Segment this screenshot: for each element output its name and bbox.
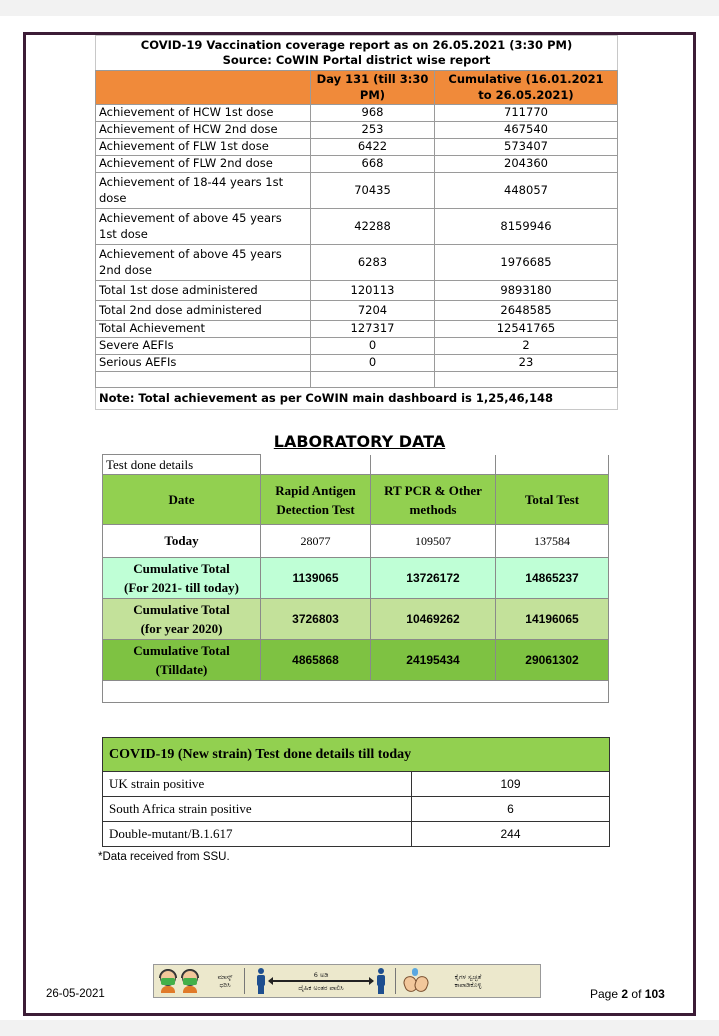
laboratory-caption-row <box>103 455 609 475</box>
empty-cell <box>496 455 609 475</box>
page-of: of <box>631 987 642 1001</box>
mask-text-line2: ಧರಿಸಿ <box>219 981 231 989</box>
page-total: 103 <box>644 987 665 1001</box>
hand-text-line1: ಕೈಗಳ ಸ್ವಚ್ಛತೆ <box>454 973 482 981</box>
double-arrow-icon <box>269 980 373 982</box>
row-day: 127317 <box>311 320 435 337</box>
row-day: 42288 <box>311 208 435 244</box>
row-cumulative: 711770 <box>435 104 618 121</box>
vaccination-source: Source: CoWIN Portal district wise report <box>96 53 618 70</box>
vaccination-note: Note: Total achievement as per CoWIN main dashboard is 1,25,46,148 <box>96 387 618 409</box>
hand-wash-icon <box>400 968 434 994</box>
table-row <box>96 244 618 280</box>
row-label <box>103 558 261 599</box>
strain-label: Double-mutant/B.1.617 <box>103 822 412 847</box>
row-cumulative: 8159946 <box>435 208 618 244</box>
row-label: Achievement of FLW 2nd dose <box>96 155 311 172</box>
row-rtpcr: 13726172 <box>371 558 496 599</box>
header-rapid <box>261 475 371 525</box>
strain-label: UK strain positive <box>103 772 412 797</box>
table-row <box>96 172 618 208</box>
header-date: Date <box>103 475 261 525</box>
laboratory-caption: Test done details <box>103 455 261 475</box>
vaccination-header-cumulative <box>435 70 618 104</box>
row-day: 668 <box>311 155 435 172</box>
row-day: 70435 <box>311 172 435 208</box>
row-rtpcr: 109507 <box>371 525 496 558</box>
vaccination-header-row <box>96 70 618 104</box>
row-label <box>96 208 311 244</box>
page-current: 2 <box>621 987 629 1001</box>
row-cumulative: 23 <box>435 354 618 371</box>
header-cum-line1: Cumulative (16.01.2021 <box>448 72 604 86</box>
row-rapid: 3726803 <box>261 599 371 640</box>
row-label: Total Achievement <box>96 320 311 337</box>
empty-row <box>96 371 618 387</box>
row-label-line1: Cumulative Total <box>133 602 230 617</box>
table-row <box>103 599 609 640</box>
row-label-line1: Achievement of 18-44 years 1st <box>99 175 284 189</box>
vaccination-header-blank <box>96 70 311 104</box>
table-row <box>96 138 618 155</box>
distance-arrow <box>265 971 377 992</box>
row-day: 6422 <box>311 138 435 155</box>
row-label: Achievement of HCW 1st dose <box>96 104 311 121</box>
row-day: 0 <box>311 337 435 354</box>
person-icon <box>377 968 385 994</box>
strain-value: 244 <box>412 822 610 847</box>
row-cumulative: 2 <box>435 337 618 354</box>
row-total: 14196065 <box>496 599 609 640</box>
laboratory-title: LABORATORY DATA <box>273 432 446 451</box>
empty-cell <box>261 455 371 475</box>
row-cumulative: 573407 <box>435 138 618 155</box>
table-row <box>96 337 618 354</box>
row-label: Achievement of FLW 1st dose <box>96 138 311 155</box>
row-cumulative: 448057 <box>435 172 618 208</box>
row-cumulative: 12541765 <box>435 320 618 337</box>
header-rtpcr-line1: RT PCR & Other <box>384 482 482 498</box>
vaccination-table <box>95 35 618 410</box>
mask-text <box>210 973 240 989</box>
table-row <box>103 525 609 558</box>
strain-title: COVID-19 (New strain) Test done details till today <box>103 738 610 772</box>
empty-row <box>103 681 609 703</box>
row-label-line2: (Tilldate) <box>155 662 208 677</box>
header-cum-line2: to 26.05.2021) <box>478 88 574 102</box>
header-rapid-line2: Detection Test <box>276 501 355 517</box>
header-rapid-line1: Rapid Antigen <box>275 482 356 498</box>
row-label-line1: Achievement of above 45 years <box>99 211 282 225</box>
row-label-line2: (for year 2020) <box>140 621 223 636</box>
hand-text <box>442 973 494 989</box>
vaccination-note-row <box>96 387 618 409</box>
row-day: 253 <box>311 121 435 138</box>
row-total: 14865237 <box>496 558 609 599</box>
covid-appropriate-behaviour-banner <box>153 964 541 998</box>
row-label: Achievement of HCW 2nd dose <box>96 121 311 138</box>
row-label-line1: Cumulative Total <box>133 561 230 576</box>
strain-table <box>102 737 610 847</box>
header-total: Total Test <box>496 475 609 525</box>
table-row <box>103 822 610 847</box>
row-rapid: 28077 <box>261 525 371 558</box>
row-label-line2: 1st dose <box>99 227 148 241</box>
row-label <box>96 172 311 208</box>
mask-section <box>154 965 244 997</box>
header-day-line2: PM) <box>359 88 386 102</box>
row-day: 120113 <box>311 280 435 300</box>
hand-text-line2: ಕಾಪಾಡಿಕೊಳ್ಳಿ <box>454 981 482 989</box>
viewer-bottom-bar <box>0 1020 719 1036</box>
header-rtpcr-line2: methods <box>409 501 457 517</box>
empty-cell <box>311 371 435 387</box>
row-label: Total 1st dose administered <box>96 280 311 300</box>
page-number <box>590 987 665 1001</box>
row-label-line2: 2nd dose <box>99 263 152 277</box>
hand-hygiene-section <box>396 965 498 997</box>
strain-value: 109 <box>412 772 610 797</box>
viewer-top-bar <box>0 0 719 16</box>
row-label-line1: Cumulative Total <box>133 643 230 658</box>
table-row <box>96 354 618 371</box>
row-rapid: 4865868 <box>261 640 371 681</box>
row-rtpcr: 10469262 <box>371 599 496 640</box>
masked-person-icon <box>180 969 200 993</box>
person-icon <box>257 968 265 994</box>
row-label <box>103 599 261 640</box>
row-cumulative: 467540 <box>435 121 618 138</box>
masked-person-icon <box>158 969 178 993</box>
laboratory-header-row <box>103 475 609 525</box>
row-total: 29061302 <box>496 640 609 681</box>
vaccination-title: COVID-19 Vaccination coverage report as on 26.05.2021 (3:30 PM) <box>96 36 618 54</box>
row-rtpcr: 24195434 <box>371 640 496 681</box>
header-rtpcr <box>371 475 496 525</box>
footnote: *Data received from SSU. <box>98 851 230 863</box>
vaccination-header-day <box>311 70 435 104</box>
row-day: 0 <box>311 354 435 371</box>
distance-bottom-text: ದೈಹಿಕ ಅಂತರ ಪಾಲಿಸಿ <box>298 983 344 992</box>
row-label-line1: Achievement of above 45 years <box>99 247 282 261</box>
row-cumulative: 204360 <box>435 155 618 172</box>
table-row <box>96 300 618 320</box>
row-rapid: 1139065 <box>261 558 371 599</box>
footer-date: 26-05-2021 <box>46 988 105 1000</box>
row-day: 6283 <box>311 244 435 280</box>
row-total: 137584 <box>496 525 609 558</box>
vaccination-source-row <box>96 53 618 70</box>
row-day: 968 <box>311 104 435 121</box>
table-row <box>96 320 618 337</box>
distance-top-text: 6 ಅಡಿ <box>313 970 329 979</box>
strain-header-row <box>103 738 610 772</box>
page-prefix: Page <box>590 987 619 1001</box>
table-row <box>96 121 618 138</box>
table-row <box>96 280 618 300</box>
strain-label: South Africa strain positive <box>103 797 412 822</box>
table-row <box>103 797 610 822</box>
empty-cell <box>103 681 609 703</box>
row-day: 7204 <box>311 300 435 320</box>
vaccination-title-row <box>96 36 618 54</box>
empty-cell <box>371 455 496 475</box>
row-label-line2: (For 2021- till today) <box>124 580 239 595</box>
row-label <box>103 640 261 681</box>
table-row <box>96 155 618 172</box>
table-row <box>96 208 618 244</box>
row-label: Severe AEFIs <box>96 337 311 354</box>
table-row <box>103 772 610 797</box>
row-label <box>96 244 311 280</box>
row-label: Today <box>103 525 261 558</box>
table-row <box>103 640 609 681</box>
header-day-line1: Day 131 (till 3:30 <box>316 72 429 86</box>
mask-text-line1: ಮಾಸ್ಕ್ <box>217 973 233 981</box>
row-cumulative: 2648585 <box>435 300 618 320</box>
strain-value: 6 <box>412 797 610 822</box>
row-label: Serious AEFIs <box>96 354 311 371</box>
empty-cell <box>96 371 311 387</box>
distance-section <box>245 965 395 997</box>
table-row <box>96 104 618 121</box>
row-label-line2: dose <box>99 191 127 205</box>
table-row <box>103 558 609 599</box>
laboratory-table <box>102 454 609 703</box>
row-cumulative: 9893180 <box>435 280 618 300</box>
empty-cell <box>435 371 618 387</box>
row-cumulative: 1976685 <box>435 244 618 280</box>
row-label: Total 2nd dose administered <box>96 300 311 320</box>
